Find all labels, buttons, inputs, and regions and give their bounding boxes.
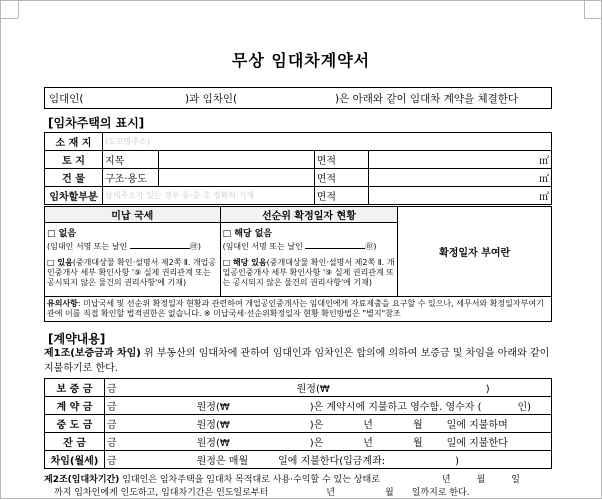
seal-mark: ㊞) [365,242,377,251]
notice-label: 유의사항 [47,299,78,308]
down-payment-field[interactable]: 금 원정(₩ )은 계약시에 지불하고 영수함. 영수자 ( 인) [104,397,551,415]
crop-mark [0,18,18,19]
interim-payment-field[interactable]: 금 원정(₩ )은 년 월 일에 지불하며 [104,415,551,433]
balance-field[interactable]: 금 원정(₩ )은 년 월 일에 지불한다 [104,433,551,451]
unpaid-tax-header: 미납 국세 [45,207,221,223]
crop-mark [18,0,19,18]
payment-table [44,378,552,469]
priority-header: 선순위 확정일자 현황 [220,207,398,223]
address-label: 소 재 지 [45,133,103,151]
document-title: 무상 임대차계약서 [231,51,371,70]
unpaid-tax-cell: □ 없음 (임대인 서명 또는 날인 ㊞) □ 있음(중개대상물 확인·설명서 제2쪽 Ⅱ. 개업공인중개사 세부 확인사항 '⑨ 실제 권리관계 또는 공시되지 않은 물건의 권리사항'에 기재) [45,223,221,297]
land-area-field[interactable]: ㎡ [368,151,551,169]
article-2: 제2조(임대차기간) 임대인은 임차주택을 임대차 목적대로 사용·수익할 수 있는 상태로 년 월 일 까지 임차인에게 인도하고, 임대차기간은 인도일로부터 년 월 일까지로 한다. [44,475,520,498]
lease-area-label: 면적 [314,187,368,205]
signature-label: (임대인 서명 또는 날인 [222,242,303,251]
land-category-field[interactable] [158,151,314,169]
rent-label: 차임(월세) [45,451,105,469]
signature-label: (임대인 서명 또는 날인 [47,242,128,251]
crop-mark [584,18,602,19]
notice-cell: 유의사항: 미납국세 및 선순위 확정일자 현황과 관련하여 개업공인중개사는 임대인에게 자료제출을 요구할 수 있으나, 세무서와 확정일자부여기관에 이를 직접 확인할 법적권한은 없습니다. ※ 미납국세·선순위확정일자 현황 확인방법은 "별지"참조 [45,297,552,322]
parties-box [44,87,552,109]
lessee-label: )과 임차인( [185,93,238,105]
property-section-heading: [임차주택의 표시] [48,116,145,130]
building-area-label: 면적 [314,169,368,187]
none-checkbox-left[interactable]: □ 없음 [47,229,77,239]
interim-payment-label: 중 도 금 [45,415,105,433]
land-label: 토 지 [45,151,103,169]
building-area-field[interactable]: ㎡ [368,169,551,187]
lease-part-label: 임차할부분 [45,187,103,205]
seal-mark: ㊞) [189,242,201,251]
building-label: 건 물 [45,169,103,187]
none-checkbox-right[interactable]: □ 해당 없음 [222,229,273,239]
land-category-label: 지목 [102,151,158,169]
priority-cell: □ 해당 없음 (임대인 서명 또는 날인 ㊞) □ 해당 있음(중개대상물 확인·설명서 제2쪽 Ⅱ. 개업공인중개사 세부 확인사항 '⑨ 실제 권리관계 또는 공시되지 않은 물건의 권리사항'에 기재) [220,223,398,297]
address-field[interactable]: (도로명주소) [102,133,551,151]
contract-section-heading: [계약내용] [48,332,106,346]
lease-part-field[interactable]: 상세주소가 있는 경우 동·층·호 정확히 기재 [102,187,314,205]
down-payment-label: 계 약 금 [45,397,105,415]
exists-checkbox-left[interactable]: □ 있음 [47,258,73,267]
deposit-label: 보 증 금 [45,379,105,397]
building-category-field[interactable] [158,169,314,187]
parties-ending: )은 아래와 같이 임대차 계약을 체결한다 [335,93,519,105]
balance-label: 잔 금 [45,433,105,451]
tax-table [44,206,552,322]
property-table [44,132,552,205]
rent-field[interactable]: 금 원정은 매월 일에 지불한다(입금계좌: ) [104,451,551,469]
crop-mark [584,0,585,18]
land-area-label: 면적 [314,151,368,169]
exists-checkbox-right[interactable]: □ 해당 있음 [222,258,267,267]
deposit-field[interactable]: 금 원정(₩ ) [104,379,551,397]
building-category-label: 구조·용도 [102,169,158,187]
article-1: 제1조(보증금과 차임) 위 부동산의 임대차에 관하여 임대인과 임차인은 합의에 의하여 보증금 및 차임을 아래와 같이 지불하기로 한다. [44,348,550,374]
confirm-date-label: 확정일자 부여란 [398,207,552,297]
lease-area-field[interactable]: ㎡ [368,187,551,205]
lessor-label: 임대인( [49,93,84,105]
